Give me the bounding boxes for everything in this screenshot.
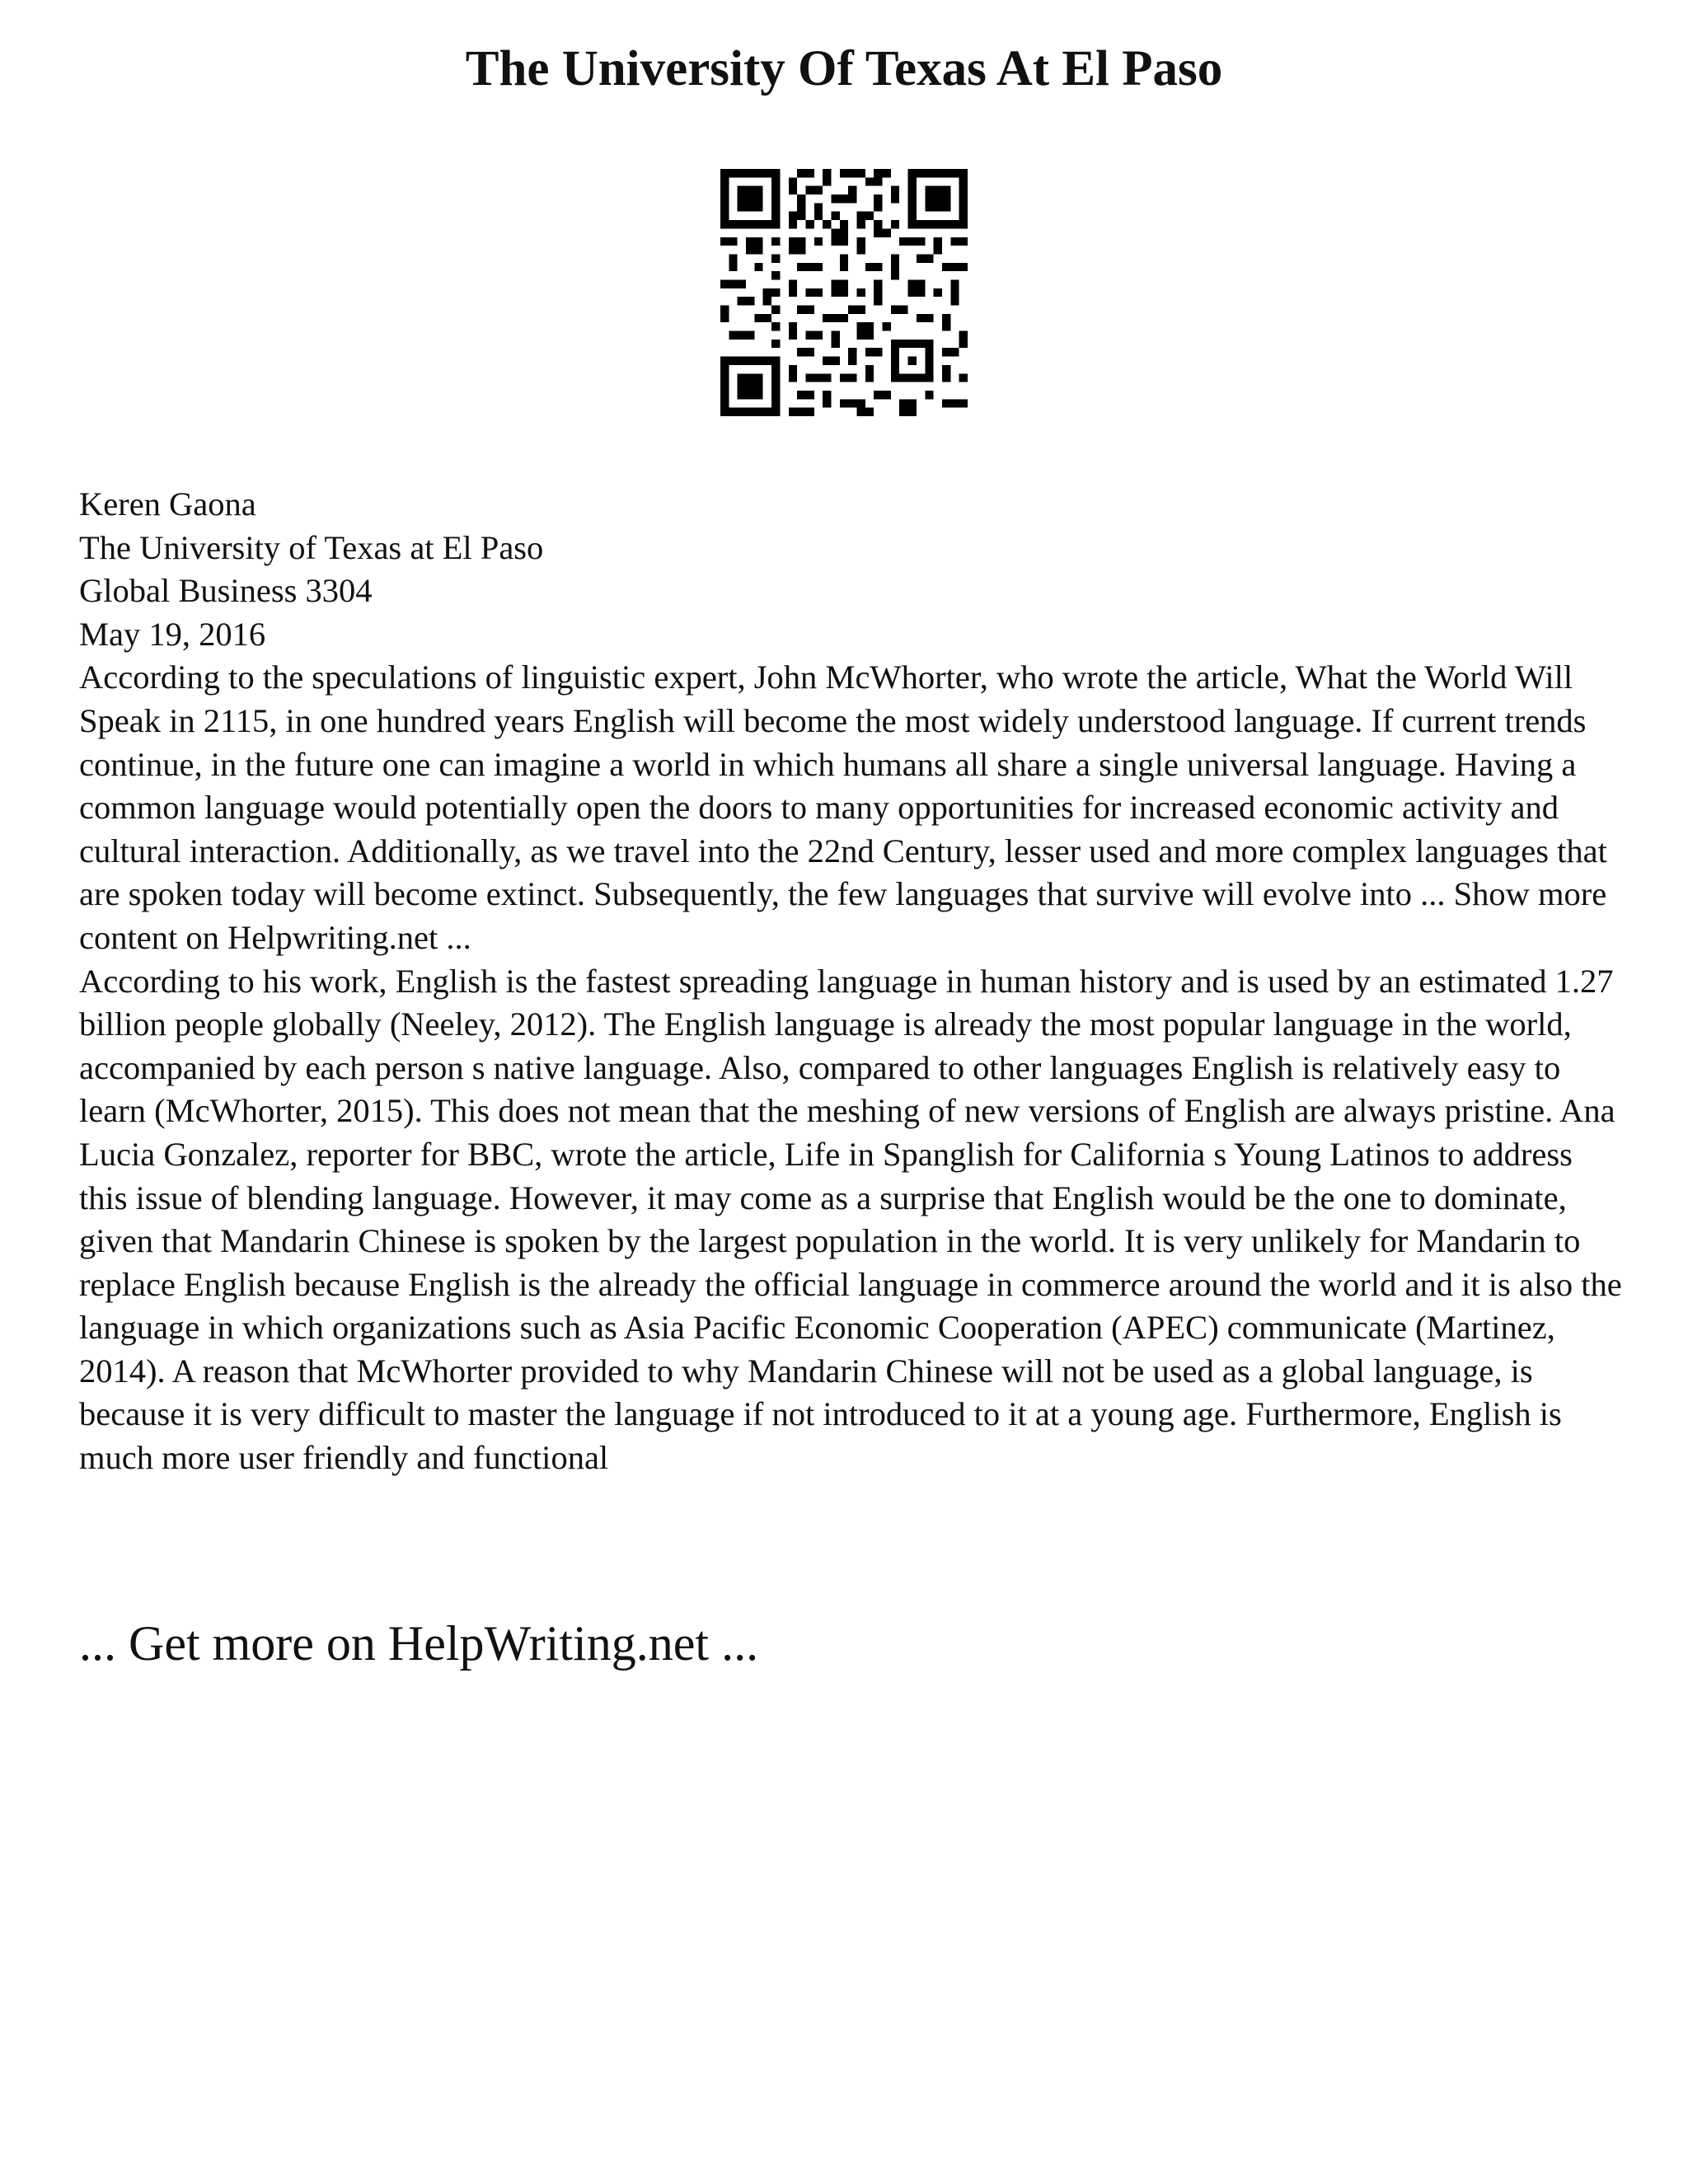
essay-body [79, 483, 1629, 1480]
institution-name: The University of Texas at El Paso [79, 528, 544, 566]
qr-code-icon [720, 169, 968, 416]
course-name: Global Business 3304 [79, 572, 373, 610]
page-title: The University Of Texas At El Paso [465, 41, 1223, 96]
author-name: Keren Gaona [79, 485, 256, 523]
essay-paragraph: According to his work, English is the fastest spreading language in human history and is used by an estimated 1.27 billion people globally (Neeley, 2012). The English language is already the most popular language in the world, accompanied by each person s native language. Also, compared to other languages English is relatively easy to learn (McWhorter, 2015). This does not mean that the meshing of new versions of English are always pristine. Ana Lucia Gonzalez, reporter for BBC, wrote the article, Life in Spanglish for California s Young Latinos to address this issue of blending language. However, it may come as a surprise that English would be the one to dominate, given that Mandarin Chinese is spoken by the largest population in the world. It is very unlikely for Mandarin to replace English because English is the already the official language in commerce around the world and it is also the language in which organizations such as Asia Pacific Economic Cooperation (APEC) communicate (Martinez, 2014). A reason that McWhorter provided to why Mandarin Chinese will not be used as a global language, is because it is very difficult to master the language if not introduced to it at a young age. Furthermore, English is much more user friendly and functional [79, 962, 1622, 1477]
essay-date: May 19, 2016 [79, 615, 266, 653]
get-more-link[interactable]: ... Get more on HelpWriting.net ... [79, 1616, 759, 1671]
essay-paragraph: According to the speculations of linguistic expert, John McWhorter, who wrote the article, What the World Will Speak in 2115, in one hundred years English will become the most widely understood language. If current trends continue, in the future one can imagine a world in which humans all share a single universal language. Having a common language would potentially open the doors to many opportunities for increased economic activity and cultural interaction. Additionally, as we travel into the 22nd Century, lesser used and more complex languages that are spoken today will become extinct. Subsequently, the few languages that survive will evolve into ... Show more content on Helpwriting.net ... [79, 658, 1607, 956]
